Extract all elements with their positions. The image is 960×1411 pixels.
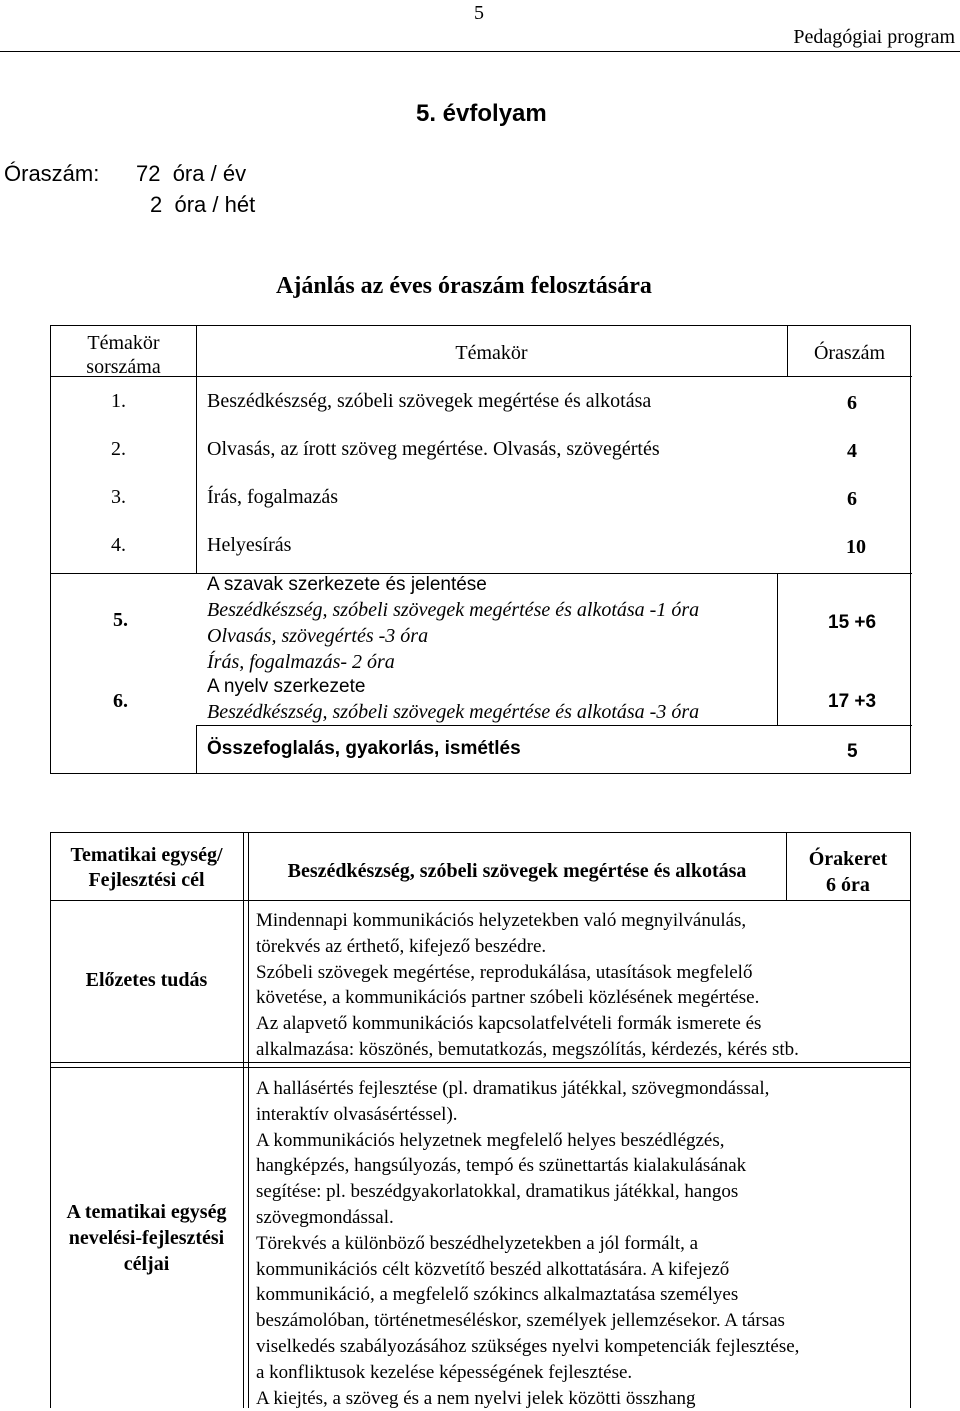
topic-hours: 6 [847, 488, 857, 510]
thematic-unit-label-line: Tematikai egység/ [70, 844, 223, 866]
thematic-unit-label [50, 843, 243, 893]
table-divider [196, 725, 197, 774]
prior-knowledge-label: Előzetes tudás [85, 969, 208, 991]
text-line: követése, a kommunikációs partner szóbeli közlésének megértése. [256, 987, 760, 1009]
topic-hours: 17 +3 [828, 691, 877, 712]
header-topic-number-line: Témakör [87, 332, 160, 354]
document-header-title: Pedagógiai program [793, 26, 955, 48]
goals-label-line: A tematikai egység [66, 1201, 227, 1223]
table-divider [50, 1067, 911, 1068]
text-line: A kiejtés, a szöveg és a nem nyelvi jelek közötti összhang [256, 1387, 696, 1409]
text-line: Törekvés a különböző beszédhelyzetekben a jól formált, a [256, 1232, 699, 1254]
topic-number: 4. [111, 534, 126, 556]
topic-hours: 15 +6 [828, 612, 877, 633]
time-frame-value: 6 óra [826, 874, 870, 896]
header-topic-number-line: sorszáma [86, 356, 161, 378]
text-line: Szóbeli szövegek megértése, reprodukálása, utasítások megfelelő [256, 961, 753, 983]
hours-per-year: 72 óra / év [136, 161, 247, 186]
text-line: a konfliktusok kezelése képességének fejlesztése. [256, 1361, 633, 1383]
table-divider [50, 832, 911, 833]
header-divider [0, 51, 960, 52]
table-divider [910, 832, 911, 1408]
topic-number: 5. [113, 609, 128, 631]
text-line: viselkedés szabályozásához szükséges nyelvi kompetenciák fejlesztése, [256, 1335, 800, 1357]
page-number: 5 [474, 2, 484, 24]
table-divider [196, 725, 912, 726]
text-line: Az alapvető kommunikációs kapcsolatfelvételi formák ismerete és [256, 1013, 762, 1035]
summary-hours: 5 [847, 741, 858, 762]
goals-label-line: nevelési-fejlesztési [68, 1227, 225, 1249]
topic-subitem: Beszédkészség, szóbeli szövegek megértése és alkotása -1 óra [207, 599, 700, 621]
header-topic: Témakör [455, 342, 528, 364]
table-divider [50, 900, 911, 901]
thematic-unit-title: Beszédkészség, szóbeli szövegek megértése és alkotása [287, 860, 747, 882]
table-divider [243, 832, 244, 1408]
topic-hours: 4 [847, 440, 857, 462]
topic-hours: 6 [847, 392, 857, 414]
table-divider [248, 832, 249, 1408]
recommendation-title: Ajánlás az éves óraszám felosztására [276, 273, 652, 299]
topic-name: Olvasás, az írott szöveg megértése. Olvasás, szövegértés [207, 438, 660, 460]
thematic-unit-label-line: Fejlesztési cél [88, 869, 205, 891]
goals-label [50, 1199, 243, 1277]
header-hours: Óraszám [813, 342, 886, 364]
topic-number: 6. [113, 690, 128, 712]
text-line: alkalmazása: köszönés, bemutatkozás, megszólítás, kérdezés, kérés stb. [256, 1038, 799, 1060]
topic-number: 1. [111, 390, 126, 412]
topic-number: 3. [111, 486, 126, 508]
text-line: segítése: pl. beszédgyakorlatokkal, dramatikus játékkal, hangos [256, 1181, 739, 1203]
topic-subitem: Írás, fogalmazás- 2 óra [207, 651, 395, 673]
prior-knowledge-text [256, 908, 906, 1063]
goals-label-line: céljai [123, 1253, 170, 1275]
text-line: hangképzés, hangsúlyozás, tempó és szünettartás kialakulásának [256, 1155, 747, 1177]
topic-number: 2. [111, 438, 126, 460]
goals-text [256, 1076, 906, 1411]
topic-name: A szavak szerkezete és jelentése [207, 574, 487, 595]
topic-name: Írás, fogalmazás [207, 486, 339, 508]
topic-name: A nyelv szerkezete [207, 676, 366, 697]
text-line: beszámolóban, történetmeséléskor, személyek jellemzésekor. A társas [256, 1310, 785, 1332]
header-topic-number [51, 331, 196, 379]
summary-topic: Összefoglalás, gyakorlás, ismétlés [207, 738, 521, 759]
time-frame-label: Órakeret [808, 848, 888, 870]
hours-distribution-table [50, 325, 911, 774]
topic-name: Beszédkészség, szóbeli szövegek megértése és alkotása [207, 390, 652, 412]
text-line: interaktív olvasásértéssel). [256, 1103, 458, 1125]
text-line: A hallásértés fejlesztése (pl. dramatikus játékkal, szövegmondással, [256, 1078, 770, 1099]
hours-label: Óraszám: [4, 161, 100, 186]
text-line: Mindennapi kommunikációs helyzetekben való megnyilvánulás, [256, 910, 747, 931]
topic-hours: 10 [846, 536, 866, 558]
table-divider [50, 832, 51, 1408]
table-divider [777, 573, 778, 725]
topic-name: Helyesírás [207, 534, 292, 556]
hours-per-week: 2 óra / hét [150, 192, 256, 217]
topic-subitem: Olvasás, szövegértés -3 óra [207, 625, 429, 647]
text-line: szövegmondással. [256, 1206, 394, 1228]
text-line: kommunikációs célt közvetítő beszéd alkottatására. A kifejező [256, 1258, 730, 1280]
text-line: A kommunikációs helyzetnek megfelelő helyes beszédlégzés, [256, 1129, 725, 1151]
topic-subitem: Beszédkészség, szóbeli szövegek megértése és alkotása -3 óra [207, 701, 700, 723]
text-line: törekvés az érthető, kifejező beszédre. [256, 935, 547, 957]
grade-title: 5. évfolyam [416, 100, 547, 127]
text-line: kommunikáció, a megfelelő szókincs alkalmaztatása személyes [256, 1284, 739, 1306]
time-frame [786, 846, 910, 898]
